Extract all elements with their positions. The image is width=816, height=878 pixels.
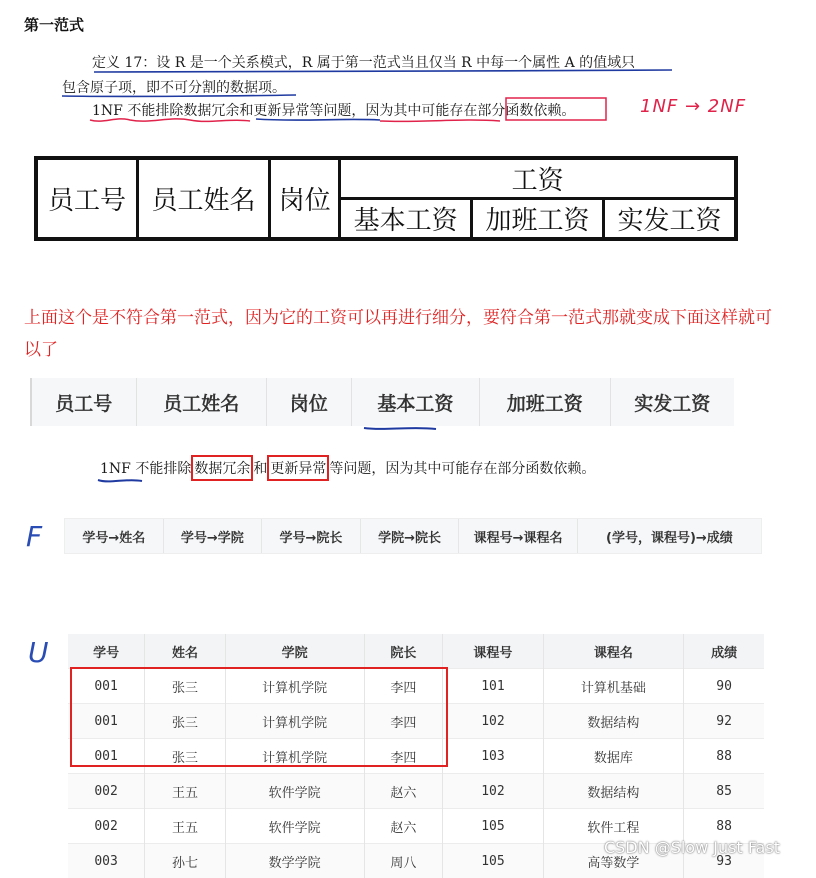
header-base-salary: 基本工资 [340,199,472,240]
cell-course-name: 数据库 [543,739,684,774]
handwritten-note: 1NF → 2NF [640,96,746,117]
col-header: 课程号 [443,634,543,669]
cell-score: 93 [684,844,764,878]
table-row [68,774,764,809]
cell-dean: 赵六 [364,774,443,809]
dependency-row [64,518,762,554]
cell-student-id: 003 [68,844,145,878]
dependency-cell: (学号，课程号)→成绩 [578,519,761,553]
cell-dean: 周八 [364,844,443,878]
cell-score: 88 [684,739,764,774]
dependency-cell: 学号→姓名 [65,519,164,553]
header-position: 岗位 [270,158,340,239]
update-anomaly-highlight: 更新异常 [267,455,329,481]
cell-score: 90 [684,669,764,704]
definition-line-1: 定义 17：设 R 是一个关系模式，R 属于第一范式当且仅当 R 中每一个属性 A 的值域只 [92,52,635,72]
cell-course-name: 数据结构 [543,704,684,739]
definition-line-3: 1NF 不能排除数据冗余和更新异常等问题，因为其中可能存在部分函数依赖。 [92,100,575,120]
col-header: 成绩 [684,634,764,669]
cell-course-name: 高等数学 [543,844,684,878]
cell-college: 计算机学院 [225,739,364,774]
cell-college: 软件学院 [225,774,364,809]
nf-text-part: 等问题，因为其中可能存在部分函数依赖。 [329,461,595,477]
cell-course-name: 计算机基础 [543,669,684,704]
cell-name: 张三 [145,669,226,704]
nf-limitation-line [100,455,595,481]
flat-header-cell: 员工号 [32,378,137,426]
nf-text-part: 和 [253,461,267,477]
cell-score: 88 [684,809,764,844]
cell-student-id: 001 [68,669,145,704]
col-header: 课程名 [543,634,684,669]
cell-course-name: 数据结构 [543,774,684,809]
redundancy-highlight-box [70,667,448,767]
definition-line-2: 包含原子项，即不可分割的数据项。 [62,77,286,97]
cell-name: 王五 [145,774,226,809]
col-header: 学号 [68,634,145,669]
flat-header-cell: 实发工资 [611,378,734,426]
cell-course-id: 101 [443,669,543,704]
table-header-row [68,634,764,669]
cell-dean: 李四 [364,739,443,774]
cell-college: 计算机学院 [225,669,364,704]
flat-header-cell: 岗位 [267,378,352,426]
flat-header-row [30,378,734,426]
cell-name: 张三 [145,704,226,739]
cell-dean: 赵六 [364,809,443,844]
cell-college: 数学学院 [225,844,364,878]
nf-text-part: 1NF 不能排除 [100,461,191,477]
explanation-paragraph: 上面这个是不符合第一范式，因为它的工资可以再进行细分，要符合第一范式那就变成下面这样就可以了 [24,302,784,366]
salary-table-nested [34,156,738,241]
cell-course-id: 102 [443,774,543,809]
cell-name: 张三 [145,739,226,774]
cell-dean: 李四 [364,704,443,739]
header-salary-group: 工资 [340,158,736,199]
cell-course-id: 105 [443,844,543,878]
cell-student-id: 001 [68,704,145,739]
pen-underlines [60,66,680,128]
cell-dean: 李四 [364,669,443,704]
dependency-cell: 学院→院长 [361,519,460,553]
header-employee-id: 员工号 [36,158,138,239]
cell-college: 计算机学院 [225,704,364,739]
col-header: 学院 [225,634,364,669]
header-employee-name: 员工姓名 [138,158,270,239]
dependency-cell: 学号→学院 [164,519,263,553]
cell-student-id: 001 [68,739,145,774]
pen-mark [360,424,440,432]
cell-name: 孙七 [145,844,226,878]
flat-header-cell: 基本工资 [352,378,480,426]
u-label: U [28,636,49,669]
cell-score: 85 [684,774,764,809]
section-title: 第一范式 [24,14,84,35]
watermark: CSDN @Slow Just Fast [604,838,780,857]
cell-college: 软件学院 [225,809,364,844]
header-overtime-salary: 加班工资 [472,199,604,240]
f-label: F [26,520,42,553]
header-net-salary: 实发工资 [603,199,736,240]
cell-course-id: 105 [443,809,543,844]
dependency-cell: 课程号→课程名 [459,519,577,553]
flat-header-cell: 加班工资 [480,378,610,426]
cell-course-id: 103 [443,739,543,774]
col-header: 姓名 [145,634,226,669]
cell-course-name: 软件工程 [543,809,684,844]
cell-name: 王五 [145,809,226,844]
col-header: 院长 [364,634,443,669]
flat-header-cell: 员工姓名 [137,378,267,426]
pen-mark [96,474,156,488]
dependency-cell: 学号→院长 [262,519,361,553]
cell-student-id: 002 [68,774,145,809]
cell-course-id: 102 [443,704,543,739]
redundancy-highlight: 数据冗余 [191,455,253,481]
cell-score: 92 [684,704,764,739]
cell-student-id: 002 [68,809,145,844]
